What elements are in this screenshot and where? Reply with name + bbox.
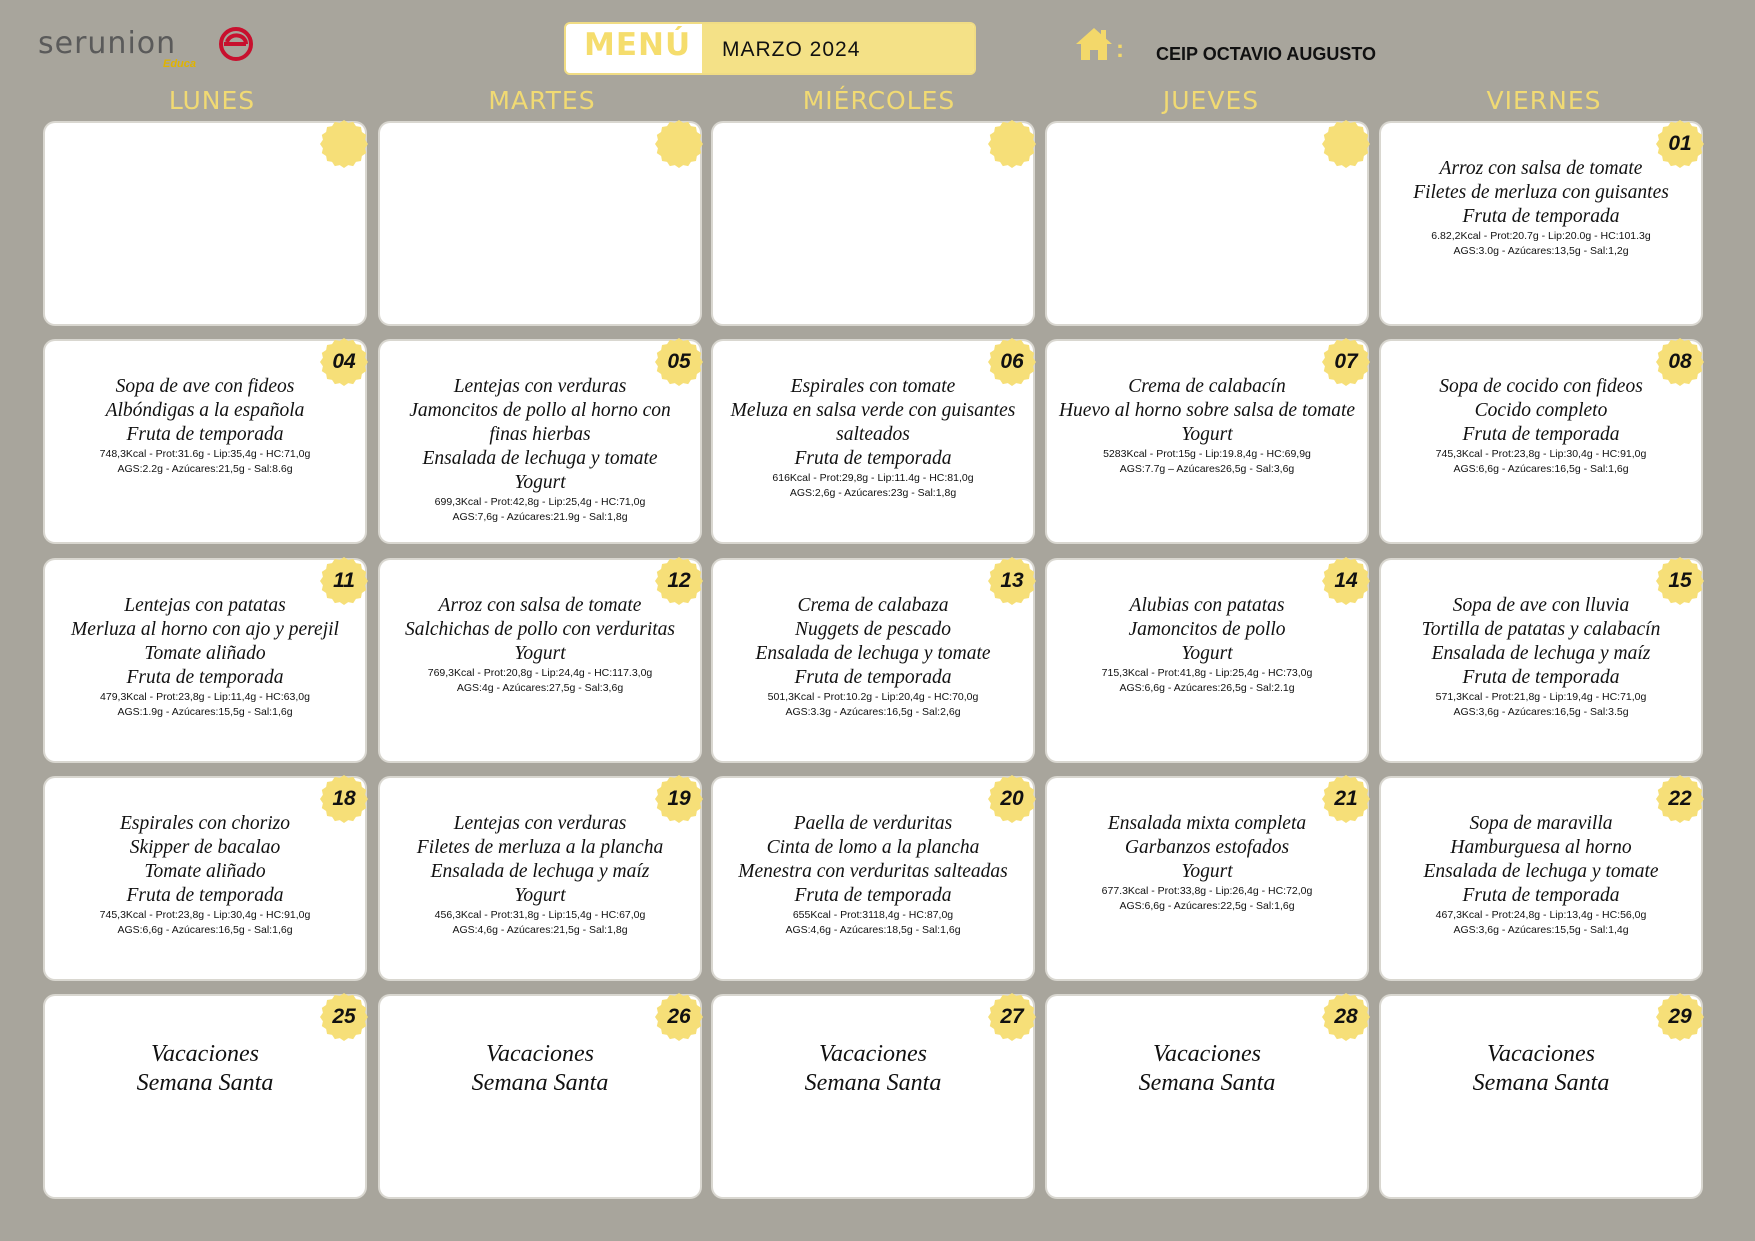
- cell-content: [1389, 812, 1693, 938]
- dish-item: Sopa de ave con fideos: [115, 376, 295, 397]
- cell-content: [53, 812, 357, 938]
- day-cell-martes: [380, 778, 700, 979]
- nutrition-info: 715,3Kcal - Prot:41,8g - Lip:25,4g - HC:73,0g: [1101, 667, 1313, 679]
- dish-item: Garbanzos estofados: [1124, 837, 1290, 858]
- holiday-text: Semana Santa: [136, 1070, 274, 1096]
- day-number-badge: [654, 992, 704, 1042]
- dish-item: Espirales con chorizo: [119, 813, 291, 834]
- day-cell-miercoles: [713, 996, 1033, 1197]
- dish-item: Merluza al horno con ajo y perejil: [71, 619, 339, 640]
- day-header-martes: MARTES: [488, 86, 596, 115]
- day-cell-jueves: [1047, 778, 1367, 979]
- nutrition-info: 479,3Kcal - Prot:23,8g - Lip:11,4g - HC:63,0g: [100, 691, 310, 703]
- dish-item: Yogurt: [514, 643, 566, 664]
- dish-item: Arroz con salsa de tomate: [438, 595, 642, 616]
- day-header-jueves: JUEVES: [1162, 86, 1260, 115]
- dish-item: Crema de calabacín: [1128, 376, 1286, 397]
- dish-item: Fruta de temporada: [126, 885, 284, 906]
- dish-item: Fruta de temporada: [1462, 424, 1620, 445]
- dish-item: Crema de calabaza: [797, 595, 949, 616]
- day-header-viernes: VIERNES: [1486, 86, 1602, 115]
- dish-item: Jamoncitos de pollo al horno con finas hierbas: [409, 400, 671, 445]
- day-number: 18: [332, 787, 356, 810]
- nutrition-info: AGS:3.0g - Azúcares:13,5g - Sal:1,2g: [1453, 245, 1629, 257]
- menu-title-box: [564, 22, 976, 75]
- dish-item: Yogurt: [514, 885, 566, 906]
- day-number-badge: [987, 119, 1037, 169]
- dish-item: Ensalada de lechuga y tomate: [755, 643, 991, 664]
- menu-label: MENÚ: [584, 27, 692, 63]
- dish-item: Fruta de temporada: [1462, 885, 1620, 906]
- day-cell-martes: [380, 996, 700, 1197]
- day-number: 19: [667, 787, 691, 810]
- nutrition-info: AGS:2,6g - Azúcares:23g - Sal:1,8g: [789, 487, 957, 499]
- day-number: 26: [667, 1005, 691, 1028]
- nutrition-info: AGS:7,6g - Azúcares:21.9g - Sal:1,8g: [452, 511, 628, 523]
- cell-content: [388, 375, 692, 525]
- cell-content: [1389, 1040, 1693, 1098]
- nutrition-info: 769,3Kcal - Prot:20,8g - Lip:24,4g - HC:117.3,0g: [427, 667, 653, 679]
- dish-item: Fruta de temporada: [794, 667, 952, 688]
- nutrition-info: 467,3Kcal - Prot:24,8g - Lip:13,4g - HC:56,0g: [1435, 909, 1647, 921]
- day-cell-miercoles: [713, 123, 1033, 324]
- day-cell-lunes: [45, 560, 365, 761]
- day-number: 29: [1668, 1005, 1692, 1028]
- dish-item: Hamburguesa al horno: [1450, 837, 1632, 858]
- day-cell-miercoles: [713, 341, 1033, 542]
- day-header-miercoles: MIÉRCOLES: [802, 86, 956, 115]
- dish-item: Lentejas con verduras: [453, 813, 627, 834]
- nutrition-info: AGS:6,6g - Azúcares:22,5g - Sal:1,6g: [1119, 900, 1295, 912]
- nutrition-info: AGS:7.7g – Azúcares26,5g - Sal:3,6g: [1119, 463, 1295, 475]
- nutrition-info: 745,3Kcal - Prot:23,8g - Lip:30,4g - HC:91,0g: [1435, 448, 1647, 460]
- nutrition-info: 5283Kcal - Prot:15g - Lip:19.8,4g - HC:69,9g: [1103, 448, 1311, 460]
- day-number-badge: [319, 119, 369, 169]
- day-cell-viernes: [1381, 123, 1701, 324]
- dish-item: Tortilla de patatas y calabacín: [1421, 619, 1661, 640]
- holiday-text: Semana Santa: [471, 1070, 609, 1096]
- dish-item: Fruta de temporada: [126, 667, 284, 688]
- day-number: 15: [1668, 569, 1692, 592]
- brand-name: serunion: [38, 26, 177, 61]
- day-number: 08: [1668, 350, 1692, 373]
- day-number: 06: [1000, 350, 1024, 373]
- cell-content: [388, 1040, 692, 1098]
- dish-item: Yogurt: [1181, 643, 1233, 664]
- day-cell-martes: [380, 560, 700, 761]
- dish-item: Meluza en salsa verde con guisantes salteados: [730, 400, 1016, 445]
- dish-item: Espirales con tomate: [790, 376, 956, 397]
- day-number: 13: [1000, 569, 1024, 592]
- dish-item: Menestra con verduritas salteadas: [738, 861, 1008, 882]
- day-number: 21: [1334, 787, 1358, 810]
- day-number: 14: [1334, 569, 1358, 592]
- day-number-badge: [1321, 119, 1371, 169]
- school-name: CEIP OCTAVIO AUGUSTO: [1156, 44, 1377, 64]
- dish-item: Paella de verduritas: [793, 813, 953, 834]
- nutrition-info: AGS:4g - Azúcares:27,5g - Sal:3,6g: [456, 682, 624, 694]
- cell-content: [53, 375, 357, 477]
- day-cell-viernes: [1381, 560, 1701, 761]
- month-label: MARZO 2024: [702, 24, 974, 73]
- dish-item: Skipper de bacalao: [129, 837, 281, 858]
- day-number-badge: [1655, 992, 1705, 1042]
- dish-item: Sopa de ave con lluvia: [1452, 595, 1630, 616]
- nutrition-info: 6.82,2Kcal - Prot:20.7g - Lip:20.0g - HC:101.3g: [1431, 230, 1651, 242]
- nutrition-info: AGS:3,6g - Azúcares:16,5g - Sal:3.5g: [1453, 706, 1629, 718]
- dish-item: Sopa de maravilla: [1469, 813, 1613, 834]
- dish-item: Cocido completo: [1474, 400, 1608, 421]
- day-cell-jueves: [1047, 560, 1367, 761]
- holiday-text: Semana Santa: [804, 1070, 942, 1096]
- holiday-text: Vacaciones: [151, 1041, 259, 1067]
- nutrition-info: 501,3Kcal - Prot:10.2g - Lip:20,4g - HC:70,0g: [767, 691, 979, 703]
- nutrition-info: AGS:4,6g - Azúcares:18,5g - Sal:1,6g: [785, 924, 961, 936]
- day-number-badge: [987, 992, 1037, 1042]
- nutrition-info: AGS:6,6g - Azúcares:16,5g - Sal:1,6g: [1453, 463, 1629, 475]
- nutrition-info: 748,3Kcal - Prot:31.6g - Lip:35,4g - HC:71,0g: [99, 448, 311, 460]
- day-number: 04: [332, 350, 356, 373]
- dish-item: Lentejas con patatas: [124, 595, 286, 616]
- dish-item: Fruta de temporada: [794, 448, 952, 469]
- day-number-badge: [1321, 992, 1371, 1042]
- day-cell-miercoles: [713, 560, 1033, 761]
- dish-item: Albóndigas a la española: [105, 400, 305, 421]
- school-colon: :: [1116, 36, 1124, 63]
- dish-item: Yogurt: [514, 472, 566, 493]
- dish-item: Filetes de merluza con guisantes: [1413, 182, 1669, 203]
- day-cell-viernes: [1381, 341, 1701, 542]
- day-cell-lunes: [45, 778, 365, 979]
- dish-item: Ensalada de lechuga y maíz: [1431, 643, 1651, 664]
- cell-content: [721, 375, 1025, 501]
- school-info: [1074, 24, 1594, 64]
- day-number: 28: [1334, 1005, 1358, 1028]
- holiday-text: Vacaciones: [1487, 1041, 1595, 1067]
- cell-content: [1389, 157, 1693, 259]
- nutrition-info: 745,3Kcal - Prot:23,8g - Lip:30,4g - HC:91,0g: [99, 909, 311, 921]
- dish-item: Huevo al horno sobre salsa de tomate: [1058, 400, 1356, 421]
- day-cell-miercoles: [713, 778, 1033, 979]
- cell-content: [1055, 1040, 1359, 1098]
- dish-item: Lentejas con verduras: [453, 376, 627, 397]
- cell-content: [1055, 375, 1359, 477]
- day-number: 01: [1668, 132, 1692, 155]
- brand-sub: Educa: [163, 58, 197, 70]
- day-cell-lunes: [45, 123, 365, 324]
- dish-item: Ensalada de lechuga y tomate: [422, 448, 658, 469]
- day-number: 11: [333, 569, 355, 592]
- day-number-badge: [654, 119, 704, 169]
- day-number: 22: [1668, 787, 1692, 810]
- day-cell-martes: [380, 123, 700, 324]
- cell-content: [1389, 594, 1693, 720]
- nutrition-info: AGS:2.2g - Azúcares:21,5g - Sal:8.6g: [117, 463, 293, 475]
- day-number: 25: [332, 1005, 356, 1028]
- day-cell-jueves: [1047, 996, 1367, 1197]
- cell-content: [1389, 375, 1693, 477]
- dish-item: Ensalada de lechuga y maíz: [430, 861, 650, 882]
- nutrition-info: AGS:3.3g - Azúcares:16,5g - Sal:2,6g: [785, 706, 961, 718]
- day-cell-lunes: [45, 996, 365, 1197]
- day-number: 07: [1334, 350, 1358, 373]
- day-cell-jueves: [1047, 123, 1367, 324]
- dish-item: Tomate aliñado: [144, 643, 266, 664]
- serunion-logo: [38, 22, 268, 74]
- holiday-text: Vacaciones: [819, 1041, 927, 1067]
- nutrition-info: 616Kcal - Prot:29,8g - Lip:11.4g - HC:81,0g: [772, 472, 974, 484]
- dish-item: Yogurt: [1181, 424, 1233, 445]
- dish-item: Jamoncitos de pollo: [1128, 619, 1286, 640]
- holiday-text: Vacaciones: [1153, 1041, 1261, 1067]
- day-number: 20: [1000, 787, 1024, 810]
- nutrition-info: AGS:6,6g - Azúcares:26,5g - Sal:2.1g: [1119, 682, 1295, 694]
- dish-item: Yogurt: [1181, 861, 1233, 882]
- badge-seal-icon: [987, 119, 1037, 169]
- dish-item: Ensalada de lechuga y tomate: [1423, 861, 1659, 882]
- day-number-badge: [319, 992, 369, 1042]
- nutrition-info: 677.3Kcal - Prot:33,8g - Lip:26,4g - HC:72,0g: [1101, 885, 1313, 897]
- cell-content: [53, 594, 357, 720]
- nutrition-info: 571,3Kcal - Prot:21,8g - Lip:19,4g - HC:71,0g: [1435, 691, 1647, 703]
- cell-content: [1055, 594, 1359, 696]
- holiday-text: Semana Santa: [1472, 1070, 1610, 1096]
- dish-item: Filetes de merluza a la plancha: [416, 837, 664, 858]
- dish-item: Fruta de temporada: [126, 424, 284, 445]
- nutrition-info: AGS:3,6g - Azúcares:15,5g - Sal:1,4g: [1453, 924, 1629, 936]
- dish-item: Nuggets de pescado: [795, 619, 951, 640]
- day-cell-jueves: [1047, 341, 1367, 542]
- nutrition-info: AGS:4,6g - Azúcares:21,5g - Sal:1,8g: [452, 924, 628, 936]
- cell-content: [721, 594, 1025, 720]
- nutrition-info: 655Kcal - Prot:3118,4g - HC:87,0g: [792, 909, 954, 921]
- cell-content: [1055, 812, 1359, 914]
- day-cell-viernes: [1381, 778, 1701, 979]
- dish-item: Sopa de cocido con fideos: [1439, 376, 1643, 397]
- dish-item: Tomate aliñado: [144, 861, 266, 882]
- day-cell-lunes: [45, 341, 365, 542]
- nutrition-info: 699,3Kcal - Prot:42,8g - Lip:25,4g - HC:71,0g: [434, 496, 646, 508]
- cell-content: [388, 812, 692, 938]
- badge-seal-icon: [319, 119, 369, 169]
- day-cell-martes: [380, 341, 700, 542]
- day-cell-viernes: [1381, 996, 1701, 1197]
- dish-item: Ensalada mixta completa: [1107, 813, 1307, 834]
- dish-item: Alubias con patatas: [1129, 595, 1285, 616]
- day-number: 27: [1000, 1005, 1024, 1028]
- cell-content: [721, 1040, 1025, 1098]
- brand-e-icon: [216, 24, 256, 64]
- nutrition-info: AGS:1.9g - Azúcares:15,5g - Sal:1,6g: [117, 706, 293, 718]
- cell-content: [721, 812, 1025, 938]
- holiday-text: Semana Santa: [1138, 1070, 1276, 1096]
- cell-content: [388, 594, 692, 696]
- cell-content: [53, 1040, 357, 1098]
- dish-item: Arroz con salsa de tomate: [1439, 158, 1643, 179]
- badge-seal-icon: [1321, 119, 1371, 169]
- dish-item: Fruta de temporada: [1462, 206, 1620, 227]
- nutrition-info: 456,3Kcal - Prot:31,8g - Lip:15,4g - HC:67,0g: [434, 909, 646, 921]
- house-icon: [1074, 26, 1114, 62]
- day-number: 05: [667, 350, 691, 373]
- dish-item: Fruta de temporada: [1462, 667, 1620, 688]
- day-header-lunes: LUNES: [168, 86, 256, 115]
- badge-seal-icon: [654, 119, 704, 169]
- dish-item: Fruta de temporada: [794, 885, 952, 906]
- day-number: 12: [667, 569, 691, 592]
- nutrition-info: AGS:6,6g - Azúcares:16,5g - Sal:1,6g: [117, 924, 293, 936]
- dish-item: Cinta de lomo a la plancha: [766, 837, 980, 858]
- holiday-text: Vacaciones: [486, 1041, 594, 1067]
- dish-item: Salchichas de pollo con verduritas: [404, 619, 676, 640]
